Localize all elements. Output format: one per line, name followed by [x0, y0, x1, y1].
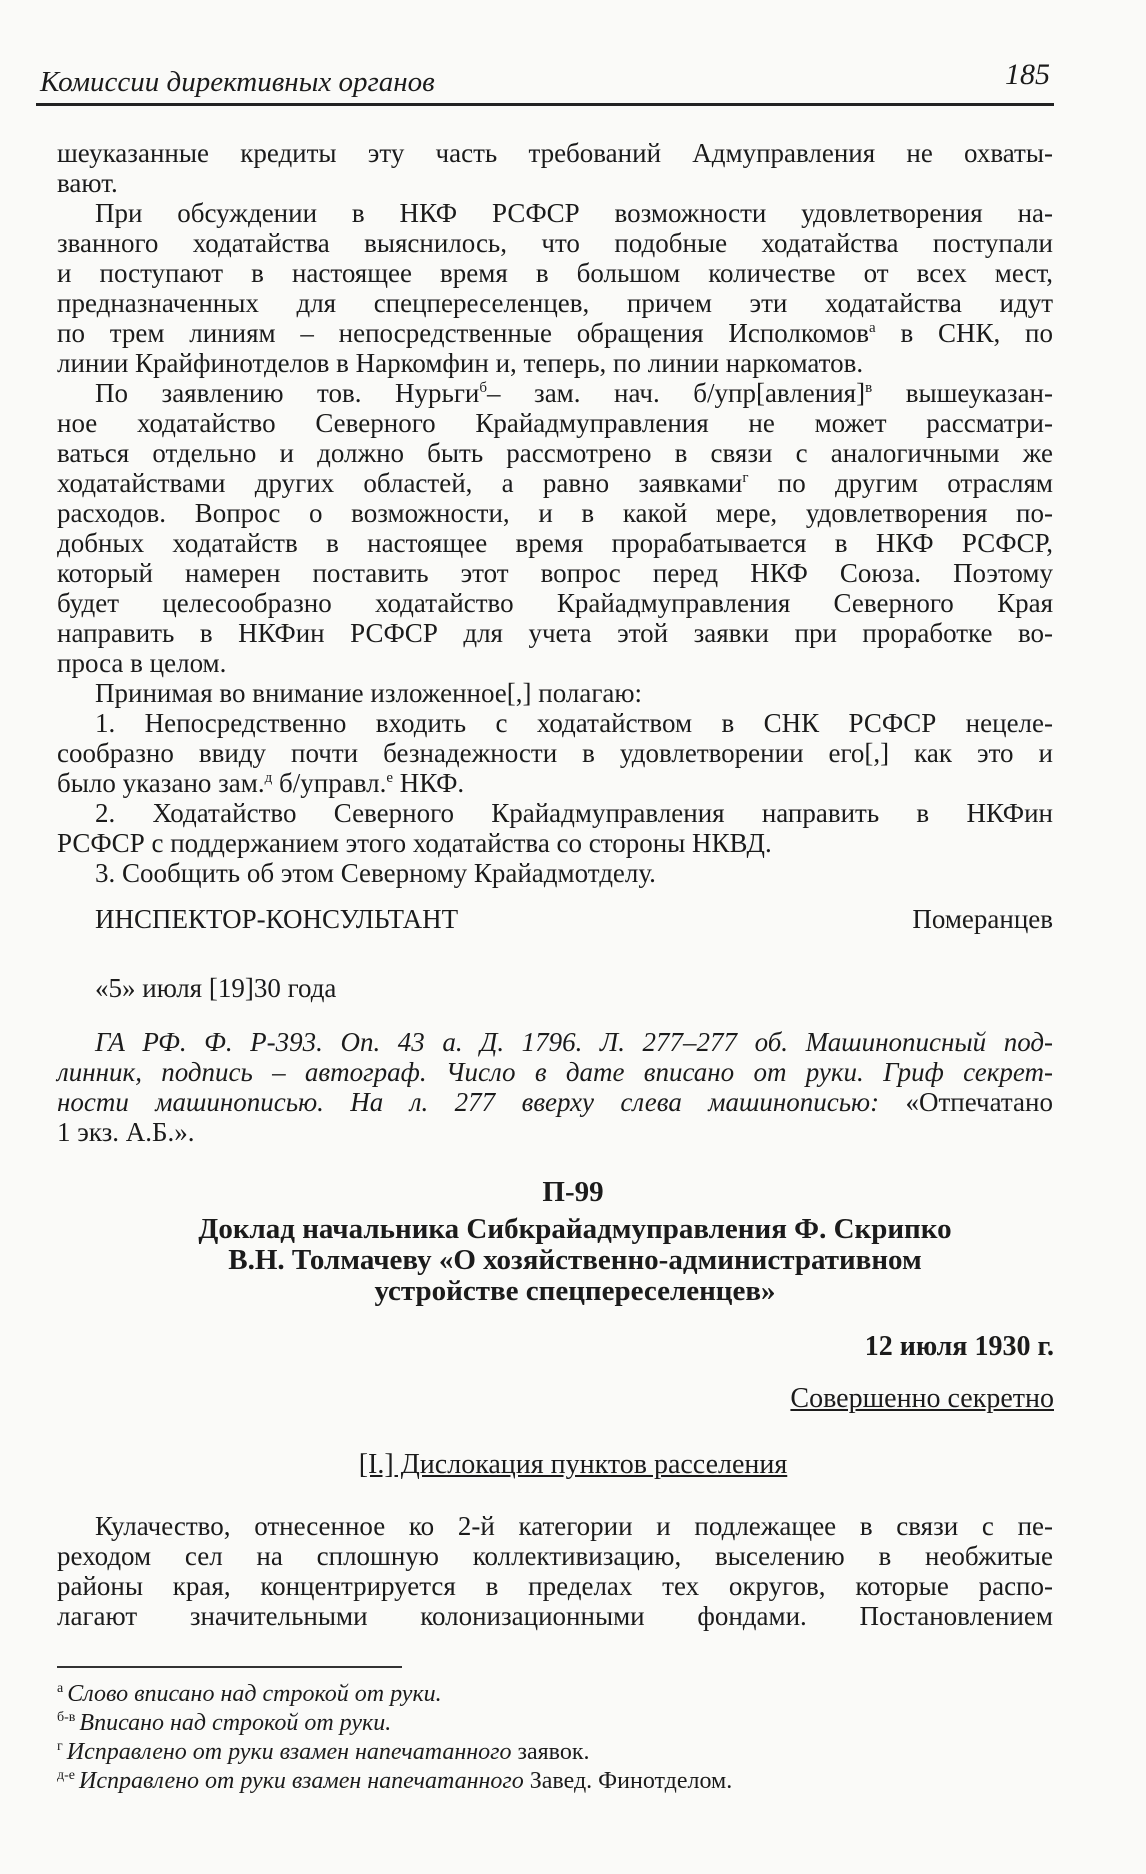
text-line: 2. Ходатайство Северного Крайадмуправления направить в НКФин: [95, 798, 1053, 828]
header-rule: [36, 103, 1054, 106]
text-line: РСФСР с поддержанием этого ходатайства со стороны НКВД.: [57, 828, 772, 858]
text-line: проса в целом.: [57, 648, 227, 678]
footnote-reference: г: [742, 470, 749, 486]
document-number: П-99: [542, 1176, 604, 1208]
footnote: $^г$ Исправлено от руки взамен напечатанного заявок.: [57, 1739, 590, 1765]
text-line: По заявлению тов. Нурьги$^б$– зам. нач. б/упр[авления]$^в$ вышеуказан-: [95, 378, 1053, 408]
text-line: званного ходатайства выяснилось, что подобные ходатайства поступали: [57, 228, 1053, 258]
italic-text: Исправлено от руки взамен напечатанного: [66, 1739, 518, 1765]
secrecy-stamp: Совершенно секретно: [790, 1383, 1054, 1414]
footnote-mark: а: [57, 1681, 64, 1696]
text-line: [57, 1027, 1053, 1057]
text-line: ное ходатайство Северного Крайадмуправления не может рассматри-: [57, 408, 1053, 438]
document-title: [100, 1214, 1050, 1307]
text-line: Принимая во внимание изложенное[,] полагаю:: [95, 678, 643, 708]
italic-text: Вписано над строкой от руки.: [79, 1710, 392, 1736]
text-line: шеуказанные кредиты эту часть требований Адмуправления не охваты-: [57, 138, 1053, 168]
text-line: по трем линиям – непосредственные обращения Исполкомов$^а$ в СНК, по: [57, 318, 1053, 348]
text-line: ности машинописью. На л. 277 вверху слева машинописью: «Отпечатано: [57, 1087, 1053, 1117]
text-line: линии Крайфинотделов в Наркомфин и, теперь, по линии наркоматов.: [57, 348, 864, 378]
italic-text: Исправлено от руки взамен напечатанного: [79, 1768, 530, 1794]
footnote: [57, 1709, 732, 1738]
footnote-reference: в: [865, 380, 873, 396]
running-header-title: Комиссии директивных органов: [40, 66, 435, 98]
archival-source-note: [57, 1027, 1053, 1147]
text-line: лагают значительными колонизационными фондами. Постановлением: [57, 1601, 1053, 1631]
signature-line: [57, 904, 1053, 935]
text-line: реходом сел на сплошную коллективизацию, выселению в необжитые: [57, 1541, 1053, 1571]
page-number: 185: [1005, 58, 1050, 91]
text-line: было указано зам.$^д$ б/управл.$^е$ НКФ.: [57, 768, 465, 798]
text-line: 1. Непосредственно входить с ходатайством в СНК РСФСР нецеле-: [95, 708, 1053, 738]
text-line: Кулачество, отнесенное ко 2-й категории и подлежащее в связи с пе-: [95, 1511, 1053, 1541]
text-line: 3. Сообщить об этом Северному Крайадмотделу.: [95, 858, 656, 888]
footnote-reference: б: [479, 380, 487, 396]
text-line: направить в НКФин РСФСР для учета этой заявки при проработке во-: [57, 618, 1053, 648]
footnotes: [57, 1680, 732, 1796]
signature-date: «5» июля [19]30 года: [95, 973, 337, 1003]
footnote-reference: е: [386, 770, 393, 786]
document-title-line: устройстве спецпереселенцев»: [374, 1275, 776, 1307]
document-title-line: Доклад начальника Сибкрайадмуправления Ф. Скрипко: [198, 1213, 952, 1245]
footnote: $^{д-е}$ Исправлено от руки взамен напечатанного Завед. Финотделом.: [57, 1768, 733, 1794]
footnote-mark: б-в: [57, 1710, 76, 1725]
document-date: 12 июля 1930 г.: [864, 1331, 1054, 1362]
text-line: расходов. Вопрос о возможности, и в какой мере, удовлетворения по-: [57, 498, 1053, 528]
signer-name: Померанцев: [912, 904, 1053, 934]
text-line: добных ходатайств в настоящее время прорабатывается в НКФ РСФСР,: [57, 528, 1053, 558]
text-line: При обсуждении в НКФ РСФСР возможности удовлетворения на-: [95, 198, 1053, 228]
text-line: вают.: [57, 168, 118, 198]
text-line: сообразно ввиду почти безнадежности в удовлетворении его[,] как это и: [57, 738, 1053, 768]
body-text-continued: [57, 1511, 1053, 1631]
text-line: и поступают в настоящее время в большом количестве от всех мест,: [57, 258, 1053, 288]
italic-text: линник, подпись – автограф. Число в дате вписано от руки. Гриф секрет-: [57, 1057, 1053, 1087]
text-line: будет целесообразно ходатайство Крайадмуправления Северного Края: [57, 588, 1053, 618]
footnote-mark: д-е: [57, 1768, 75, 1783]
section-heading: [I.] Дислокация пунктов расселения: [358, 1449, 788, 1480]
text-line: предназначенных для спецпереселенцев, причем эти ходатайства идут: [57, 288, 1053, 318]
italic-text: ГА РФ. Ф. Р-393. Оп. 43 а. Д. 1796. Л. 277–277 об. Машинописный под-: [95, 1027, 1053, 1057]
text-line: который намерен поставить этот вопрос перед НКФ Союза. Поэтому: [57, 558, 1053, 588]
text-line: районы края, концентрируется в пределах тех округов, которые распо-: [57, 1571, 1053, 1601]
footnote-mark: г: [57, 1739, 63, 1754]
text-line: 1 экз. А.Б.».: [57, 1117, 195, 1147]
document-title-line: В.Н. Толмачеву «О хозяйственно-административном: [228, 1244, 922, 1276]
footnote: [57, 1680, 732, 1709]
body-text: [57, 138, 1053, 888]
text-line: ваться отдельно и должно быть рассмотрено в связи с аналогичными же: [57, 438, 1053, 468]
footnote-reference: д: [264, 770, 273, 786]
italic-text: ности машинописью. На л. 277 вверху слева машинописью:: [57, 1087, 906, 1117]
text-line: ходатайствами других областей, а равно заявками$^г$ по другим отраслям: [57, 468, 1053, 498]
text-line: [57, 1057, 1053, 1087]
footnote-rule: [57, 1666, 402, 1668]
italic-text: Слово вписано над строкой от руки.: [67, 1681, 442, 1707]
signer-position: ИНСПЕКТОР-КОНСУЛЬТАНТ: [95, 904, 459, 934]
footnote-reference: а: [868, 320, 876, 336]
